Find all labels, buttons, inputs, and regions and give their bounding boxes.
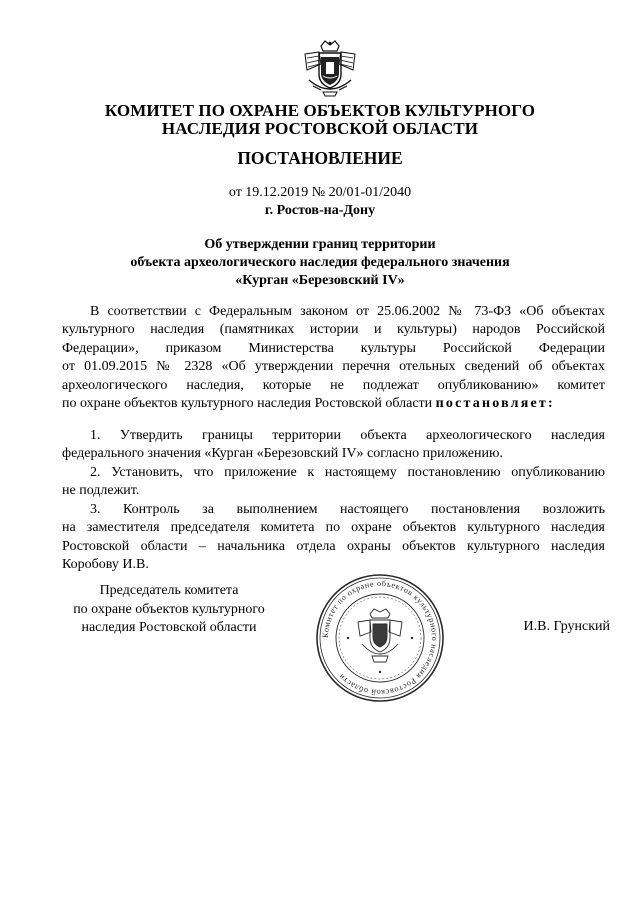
- item-3-paragraph: [62, 501, 605, 575]
- item-2-line: не подлежит.: [62, 483, 140, 499]
- document-type-title: ПОСТАНОВЛЕНИЕ: [237, 148, 403, 168]
- preamble-line: культурного наследия (памятниках истории и культуры) народов Российской: [62, 322, 605, 338]
- item-2-line: 2. Установить, что приложение к настоящему постановлению опубликованию: [90, 465, 605, 480]
- resolve-word: постановляет:: [435, 396, 555, 412]
- item-1-line: федерального значения «Курган «Березовский IV» согласно приложению.: [62, 446, 503, 462]
- item-1-paragraph: [62, 427, 605, 464]
- organization-name-line2: НАСЛЕДИЯ РОСТОВСКОЙ ОБЛАСТИ: [161, 119, 479, 138]
- item-3-line: 3. Контроль за выполнением настоящего постановления возложить: [90, 502, 605, 517]
- item-2-paragraph: [62, 464, 605, 501]
- preamble-line: Федерации», приказом Министерства культуры Российской Федерации: [62, 340, 605, 356]
- document-date-number: от 19.12.2019 № 20/01-01/2040: [228, 185, 412, 200]
- preamble-line: от 01.09.2015 № 2328 «Об утверждении перечня отельных сведений об объектах: [62, 359, 605, 375]
- preamble-line: В соответствии с Федеральным законом от 25.06.2002 № 73-ФЗ «Об объектах: [90, 304, 605, 319]
- signatory-position-line2: по охране объектов культурного: [73, 601, 265, 617]
- official-round-seal-icon: [314, 572, 446, 704]
- preamble-line-last: [62, 395, 605, 413]
- seal-text: Комитет по охране объектов культурного наследия Ростовской области: [320, 578, 440, 698]
- preamble-line: по охране объектов культурного наследия Ростовской области: [62, 396, 433, 412]
- signatory-position: [55, 582, 283, 638]
- subject-line3: «Курган «Березовский IV»: [235, 273, 405, 288]
- signatory-position-line3: наследия Ростовской области: [81, 620, 257, 635]
- organization-name-line1: КОМИТЕТ ПО ОХРАНЕ ОБЪЕКТОВ КУЛЬТУРНОГО: [104, 101, 536, 120]
- preamble-line: археологического наследия, которые не подлежат опубликованию» комитет: [62, 377, 605, 393]
- preamble-paragraph: [62, 303, 605, 413]
- item-3-line: на заместителя председателя комитета по охране объектов культурного наследия: [62, 520, 605, 536]
- rostov-region-coat-of-arms-icon: [299, 40, 361, 98]
- subject-line1: Об утверждении границ территории: [204, 237, 436, 252]
- item-1-line: 1. Утвердить границы территории объекта археологического наследия: [90, 428, 605, 443]
- signatory-name: И.В. Грунский: [523, 619, 610, 634]
- item-3-line: Ростовской области – начальника отдела охраны объектов культурного наследия: [62, 538, 605, 554]
- item-3-line: Коробову И.В.: [62, 557, 149, 573]
- document-city: г. Ростов-на-Дону: [264, 203, 376, 218]
- signatory-position-line1: Председатель комитета: [99, 583, 239, 598]
- subject-line2: объекта археологического наследия федерального значения: [130, 255, 510, 270]
